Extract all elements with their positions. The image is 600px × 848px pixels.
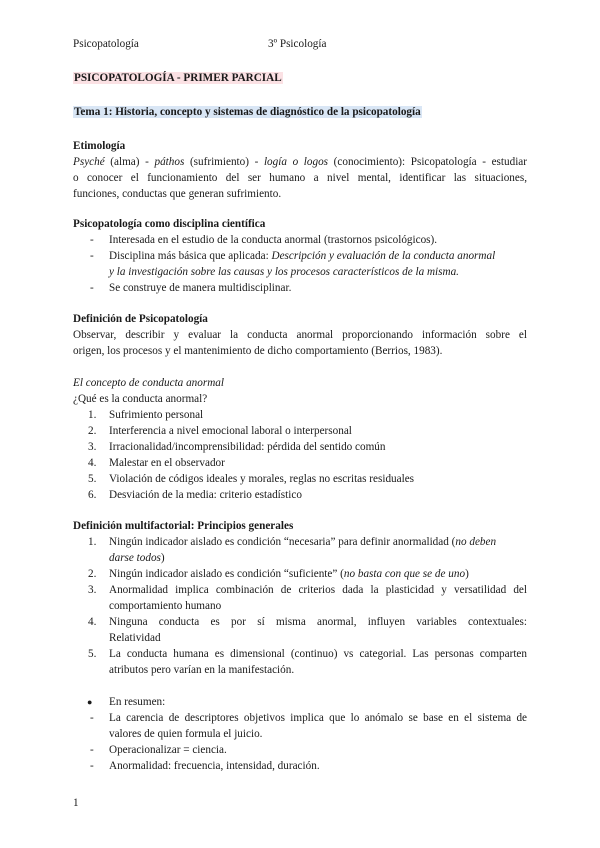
list-item	[73, 582, 527, 614]
item2-plain: Disciplina más básica que aplicada:	[109, 250, 272, 262]
list-item: - Interesada en el estudio de la conducta anormal (trastornos psicológicos).	[73, 232, 527, 248]
item-number: 3.	[88, 441, 97, 453]
item-text: Irracionalidad/incomprensibilidad: pérdida del sentido común	[109, 441, 386, 453]
resumen-bullet-list	[73, 694, 527, 710]
list-item	[73, 407, 527, 423]
item-text: Sufrimiento personal	[109, 409, 204, 421]
item1-plain: Ningún indicador aislado es condición “necesaria” para definir anormalidad (	[109, 536, 456, 548]
etimologia-heading: Etimología	[73, 140, 126, 152]
definicion-heading: Definición de Psicopatología	[73, 313, 208, 325]
item-number: 5.	[88, 648, 97, 660]
etimologia-line-3: funciones, conductas que generan sufrimiento.	[73, 188, 282, 200]
logia-term: logía o logos	[263, 156, 329, 168]
item-number: 1.	[88, 409, 97, 421]
item-text: Malestar en el observador	[109, 457, 225, 469]
item3-line-2: comportamiento humano	[109, 600, 222, 612]
item1-italic-b: darse todos	[109, 552, 161, 564]
resumen-dash-list	[73, 710, 527, 774]
item2-plain: Ningún indicador aislado es condición “suficiente” (	[109, 568, 344, 580]
page-number: 1	[73, 797, 79, 809]
item2-italic-b: y la investigación sobre las causas y los procesos característicos de la misma.	[109, 266, 459, 278]
definicion-section	[73, 311, 527, 359]
item-number: 5.	[88, 473, 97, 485]
multifactorial-list	[73, 534, 527, 678]
item-number: 2.	[88, 425, 97, 437]
resumen-d1-line-1: - La carencia de descriptores objetivos implica que lo anómalo se base en el sistema de	[109, 712, 527, 724]
concepto-heading: El concepto de conducta anormal	[73, 377, 224, 389]
item-number: 6.	[88, 489, 97, 501]
etimologia-line-2: o conocer el funcionamiento del ser humano a nivel mental, identificar las situaciones,	[73, 172, 527, 184]
conocimiento-text: (conocimiento): Psicopatología - estudiar	[328, 156, 528, 168]
definicion-line-2: origen, los procesos y el mantenimiento de dicho comportamiento (Berrios, 1983).	[73, 345, 443, 357]
list-item: - Se construye de manera multidisciplinar.	[73, 280, 527, 296]
item2-italic: no basta con que se de uno	[343, 568, 466, 580]
etimologia-section	[73, 138, 527, 202]
list-item	[73, 471, 527, 487]
header-right: 3º Psicología	[268, 38, 327, 50]
item5-line-1: La conducta humana es dimensional (continuo) vs categorial. Las personas comparten	[109, 648, 527, 660]
list-item	[73, 439, 527, 455]
item5-line-2: atributos pero varían en la manifestación.	[109, 664, 295, 676]
doc-title-text: PSICOPATOLOGÍA - PRIMER PARCIAL	[74, 72, 282, 84]
doc-title	[73, 70, 527, 86]
list-item	[73, 566, 527, 582]
concepto-question: ¿Qué es la conducta anormal?	[73, 393, 208, 405]
list-item	[73, 614, 527, 646]
item-number: 4.	[88, 616, 97, 628]
list-item	[73, 455, 527, 471]
concepto-section	[73, 375, 527, 503]
item-number: 4.	[88, 457, 97, 469]
alma-text: (alma) -	[104, 156, 155, 168]
concepto-list	[73, 407, 527, 503]
list-item: - Operacionalizar = ciencia.	[73, 742, 527, 758]
list-item	[73, 248, 527, 280]
disciplina-section	[73, 216, 527, 296]
item1-close: )	[160, 552, 165, 564]
multifactorial-heading: Definición multifactorial: Principios generales	[73, 520, 294, 532]
disciplina-list	[73, 232, 527, 296]
item-number: 1.	[88, 536, 97, 548]
item1-italic-a: no deben	[455, 536, 497, 548]
item4-line-2: Relatividad	[109, 632, 161, 644]
psyche-term: Psyché	[73, 156, 105, 168]
etimologia-line-1	[73, 154, 527, 170]
multifactorial-section	[73, 518, 527, 678]
tema-title	[73, 104, 527, 120]
header-left: Psicopatología	[73, 38, 139, 50]
list-item	[73, 646, 527, 678]
tema-title-text: Tema 1: Historia, concepto y sistemas de diagnóstico de la psicopatología	[74, 106, 421, 118]
item-number: 3.	[88, 584, 97, 596]
pathos-term: páthos	[154, 156, 185, 168]
item3-line-1: Anormalidad implica combinación de criterios dada la plasticidad y versatilidad del	[109, 584, 527, 596]
sufrimiento-text: (sufrimiento) -	[184, 156, 264, 168]
item-text: Interferencia a nivel emocional laboral o interpersonal	[109, 425, 352, 437]
list-item	[73, 423, 527, 439]
item2-italic-a: Descripción y evaluación de la conducta anormal	[271, 250, 496, 262]
disciplina-heading: Psicopatología como disciplina científica	[73, 218, 266, 230]
resumen-d1-line-2: valores de quien formula el juicio.	[109, 728, 263, 740]
item-text: Desviación de la media: criterio estadístico	[109, 489, 302, 501]
definicion-line-1: Observar, describir y evaluar la conducta anormal proporcionando información sobre el	[73, 329, 527, 341]
list-item	[73, 710, 527, 742]
list-item	[73, 487, 527, 503]
resumen-section	[73, 694, 527, 774]
item2-close: )	[465, 568, 469, 580]
item4-line-1: Ninguna conducta es por sí misma anormal, influyen variables contextuales:	[109, 616, 527, 628]
item-text: Violación de códigos ideales y morales, reglas no escritas residuales	[109, 473, 415, 485]
item-number: 2.	[88, 568, 97, 580]
list-item: - Anormalidad: frecuencia, intensidad, duración.	[73, 758, 527, 774]
list-item	[73, 534, 527, 566]
list-item: ● En resumen:	[73, 694, 527, 710]
